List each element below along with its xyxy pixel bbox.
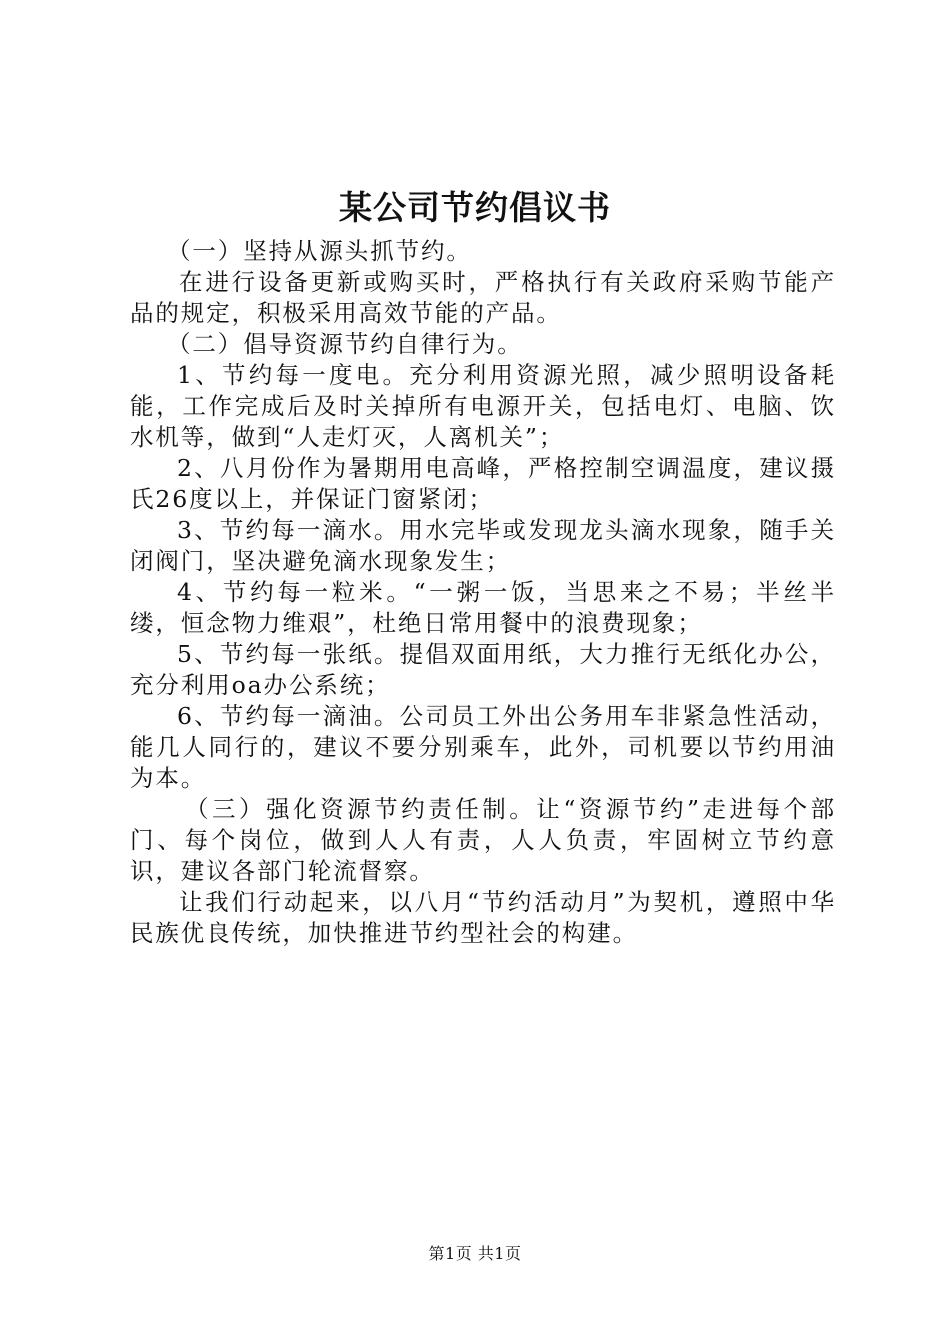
list-item-fuel: 6、节约每一滴油。公司员工外出公务用车非紧急性活动，能几人同行的，建议不要分别乘车，此外，司机要以节约用油为本。 bbox=[130, 702, 836, 792]
paragraph-procurement: 在进行设备更新或购买时，严格执行有关政府采购节能产品的规定，积极采用高效节能的产品。 bbox=[130, 268, 836, 327]
section-heading-3: （三）强化资源节约责任制。让“资源节约”走进每个部门、每个岗位，做到人人有责，人人负责，牢固树立节约意识，建议各部门轮流督察。 bbox=[130, 795, 836, 885]
section-heading-1: （一）坚持从源头抓节约。 bbox=[167, 237, 472, 265]
closing-paragraph: 让我们行动起来，以八月“节约活动月”为契机，遵照中华民族优良传统，加快推进节约型社会的构建。 bbox=[130, 888, 836, 947]
section-heading-2: （二）倡导资源节约自律行为。 bbox=[167, 330, 523, 358]
list-item-water: 3、节约每一滴水。用水完毕或发现龙头滴水现象，随手关闭阀门，坚决避免滴水现象发生； bbox=[130, 516, 836, 575]
list-item-air-conditioning: 2、八月份作为暑期用电高峰，严格控制空调温度，建议摄氏26度以上，并保证门窗紧闭； bbox=[130, 454, 836, 513]
document-body bbox=[130, 236, 836, 949]
page-footer: 第1页 共1页 bbox=[428, 1244, 522, 1263]
list-item-rice: 4、节约每一粒米。“一粥一饭，当思来之不易；半丝半缕，恒念物力维艰”，杜绝日常用餐中的浪费现象； bbox=[130, 578, 836, 637]
list-item-paper: 5、节约每一张纸。提倡双面用纸，大力推行无纸化办公，充分利用oa办公系统； bbox=[130, 640, 836, 699]
list-item-electricity: 1、节约每一度电。充分利用资源光照，减少照明设备耗能，工作完成后及时关掉所有电源开关，包括电灯、电脑、饮水机等，做到“人走灯灭，人离机关”； bbox=[130, 361, 836, 451]
document-title: 某公司节约倡议书 bbox=[339, 188, 611, 227]
